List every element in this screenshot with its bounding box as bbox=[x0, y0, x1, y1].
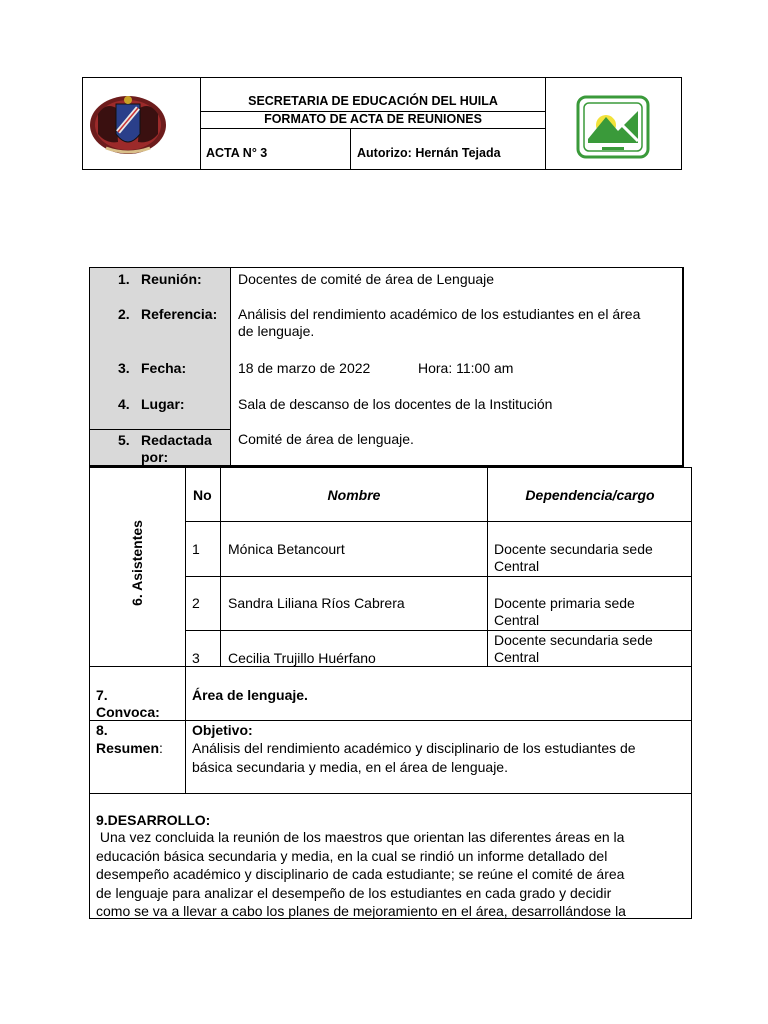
lugar-value: Sala de descanso de los docentes de la Institución bbox=[238, 396, 553, 412]
authorized-by: Autorizo: Hernán Tejada bbox=[357, 146, 501, 160]
table-cell: Docente secundaria sede bbox=[494, 632, 653, 648]
table-cell: 3 bbox=[192, 650, 200, 666]
row-number: 2. bbox=[118, 306, 130, 322]
header-divider bbox=[200, 128, 545, 129]
table-cell: Central bbox=[494, 649, 540, 665]
table-cell: Mónica Betancourt bbox=[228, 541, 345, 557]
col-header-no: No bbox=[193, 487, 212, 503]
coat-of-arms-logo bbox=[88, 94, 168, 156]
desarrollo-text: como se va a llevar a cabo los planes de mejoramiento en el área, desarrollándose la bbox=[96, 903, 626, 919]
resumen-text: básica secundaria y media, en el área de lenguaje. bbox=[192, 759, 508, 775]
acta-number: ACTA N° 3 bbox=[206, 146, 268, 160]
convoca-value: Área de lenguaje. bbox=[192, 687, 308, 703]
table-cell: Cecilia Trujillo Huérfano bbox=[228, 650, 376, 666]
reunion-value: Docentes de comité de área de Lenguaje bbox=[238, 271, 495, 287]
header-divider bbox=[350, 128, 351, 170]
table-cell: Docente secundaria sede bbox=[494, 541, 653, 557]
table-cell: Docente primaria sede bbox=[494, 595, 635, 611]
redactada-label: Redactada bbox=[141, 432, 212, 448]
convoca-label: Convoca: bbox=[96, 704, 160, 720]
referencia-label: Referencia: bbox=[141, 306, 218, 322]
header-divider bbox=[545, 77, 546, 170]
institution-title: SECRETARIA DE EDUCACIÓN DEL HUILA bbox=[248, 94, 498, 108]
col-header-role: Dependencia/cargo bbox=[525, 487, 655, 503]
table-divider bbox=[185, 630, 692, 631]
fecha-label: Fecha: bbox=[141, 360, 187, 376]
redactada-label: por: bbox=[141, 449, 169, 465]
fecha-value: 18 de marzo de 2022 bbox=[238, 360, 371, 376]
table-divider bbox=[185, 521, 692, 522]
redactada-value: Comité de área de lenguaje. bbox=[238, 431, 414, 447]
row-number: 5. bbox=[118, 432, 130, 448]
table-cell: Central bbox=[494, 558, 540, 574]
referencia-value: de lenguaje. bbox=[238, 323, 315, 339]
convoca-label: 7. bbox=[96, 687, 108, 703]
table-divider bbox=[89, 666, 692, 667]
referencia-value: Análisis del rendimiento académico de los estudiantes en el área bbox=[238, 306, 641, 322]
objective-label: Objetivo: bbox=[192, 722, 253, 738]
resumen-label: Resumen: bbox=[96, 740, 163, 756]
form-title: FORMATO DE ACTA DE REUNIONES bbox=[264, 112, 482, 126]
desarrollo-text: desempeño académico y disciplinario de cada estudiante; se reúne el comité de área bbox=[96, 866, 625, 882]
resumen-label: 8. bbox=[96, 722, 108, 738]
desarrollo-text: educación básica secundaria y media, en la cual se rindió un informe detallado del bbox=[96, 848, 608, 864]
table-divider bbox=[89, 793, 692, 794]
lugar-label: Lugar: bbox=[141, 396, 185, 412]
table-divider bbox=[185, 576, 692, 577]
row-number: 3. bbox=[118, 360, 130, 376]
row-number: 4. bbox=[118, 396, 130, 412]
desarrollo-text: de lenguaje para analizar el desempeño de los estudiantes en cada grado y decidir bbox=[96, 885, 612, 901]
table-divider bbox=[89, 429, 231, 430]
col-header-name: Nombre bbox=[327, 487, 381, 503]
table-cell: 2 bbox=[192, 595, 200, 611]
desarrollo-title: 9.DESARROLLO: bbox=[96, 812, 211, 828]
table-cell: Central bbox=[494, 612, 540, 628]
desarrollo-text: Una vez concluida la reunión de los maestros que orientan las diferentes áreas en la bbox=[96, 829, 625, 845]
table-cell: Sandra Liliana Ríos Cabrera bbox=[228, 595, 405, 611]
table-divider bbox=[230, 267, 231, 467]
resumen-text: Análisis del rendimiento académico y disciplinario de los estudiantes de bbox=[192, 740, 636, 756]
row-number: 1. bbox=[118, 271, 130, 287]
school-seal-logo bbox=[576, 95, 650, 159]
hora-value: Hora: 11:00 am bbox=[418, 360, 514, 376]
table-divider bbox=[89, 720, 692, 721]
table-cell: 1 bbox=[192, 541, 200, 557]
reunion-label: Reunión: bbox=[141, 271, 202, 287]
